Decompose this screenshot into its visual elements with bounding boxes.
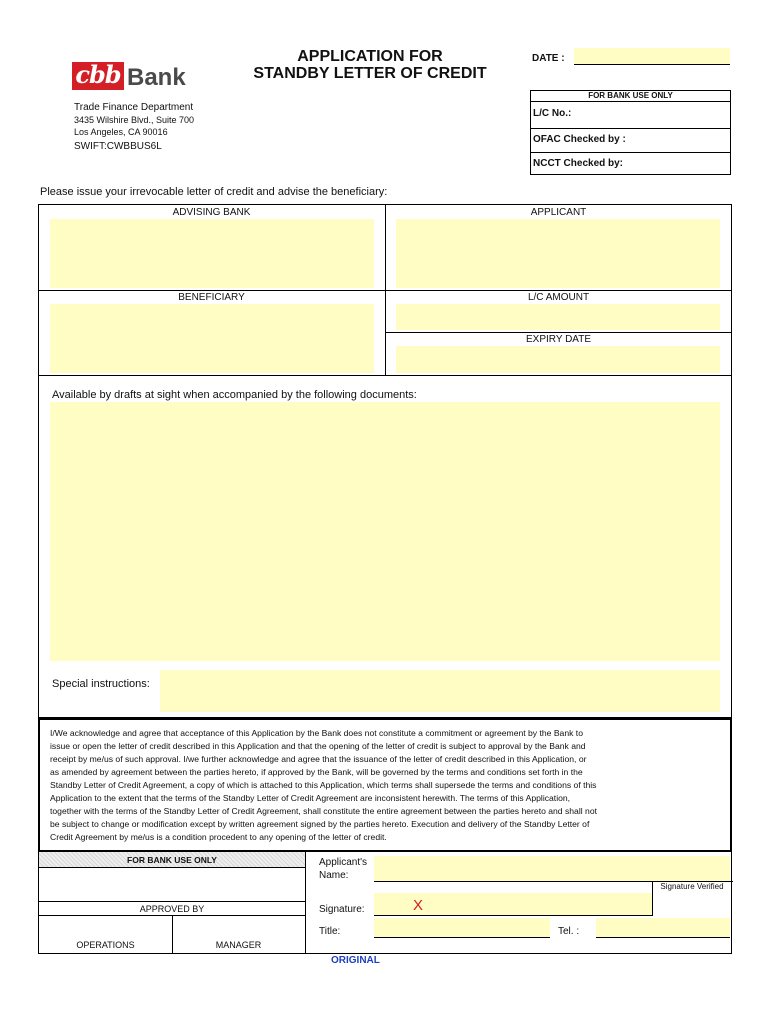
agreement-line: Application to the extent that the terms of the Standby Letter of Credit Agreement are inconsistent herewith. The terms of this Application, xyxy=(50,793,571,803)
bank-use-heading-bottom: FOR BANK USE ONLY xyxy=(39,852,305,868)
date-label: DATE : xyxy=(532,53,565,64)
bank-use-heading: FOR BANK USE ONLY xyxy=(530,90,731,102)
applicant-header: APPLICANT xyxy=(530,207,587,218)
signature-verified-label: Signature Verified xyxy=(660,882,724,891)
tel-label: Tel. : xyxy=(558,926,580,937)
agreement-line: Standby Letter of Credit Agreement, a copy of which is attached to this Application, which terms shall supersede the terms and conditions of this xyxy=(50,780,597,790)
tel-field[interactable] xyxy=(596,918,730,938)
logo-word: Bank xyxy=(127,64,186,91)
divider xyxy=(530,128,731,129)
original-copy-label: ORIGINAL xyxy=(331,955,380,966)
expiry-date-header: EXPIRY DATE xyxy=(525,334,592,345)
form-title-line2: STANDBY LETTER OF CREDIT xyxy=(253,65,487,82)
agreement-line: together with the terms of the Standby Letter of Credit Agreement, shall constitute the entire agreement between the parties hereto and shall not xyxy=(50,806,597,816)
agreement-line: receipt by me/us of such approval. I/we further acknowledge and agree that the issuance of the letter of credit described in this Application, or xyxy=(50,754,587,764)
agreement-text xyxy=(50,727,726,844)
intro-text: Please issue your irrevocable letter of credit and advise the beneficiary: xyxy=(40,186,388,198)
title-label: Title: xyxy=(319,926,341,937)
divider xyxy=(38,290,732,291)
address-line1: 3435 Wilshire Blvd., Suite 700 xyxy=(74,115,195,125)
divider xyxy=(385,332,732,333)
applicant-name-field[interactable] xyxy=(374,856,730,882)
lc-no-label: L/C No.: xyxy=(533,108,572,119)
operations-label: OPERATIONS xyxy=(76,940,135,950)
lc-amount-header: L/C AMOUNT xyxy=(527,292,590,303)
divider xyxy=(305,852,306,954)
form-title-line1: APPLICATION FOR xyxy=(297,48,443,65)
agreement-line: Credit Agreement by me/us is a condition procedent to any opening of the letter of credit. xyxy=(50,832,387,842)
special-instructions-field[interactable] xyxy=(160,670,720,712)
beneficiary-header: BENEFICIARY xyxy=(178,292,245,303)
approved-by-label: APPROVED BY xyxy=(139,904,205,914)
signature-label: Signature: xyxy=(319,904,365,915)
expiry-date-field[interactable] xyxy=(396,346,720,373)
ofac-label: OFAC Checked by : xyxy=(533,134,626,145)
divider xyxy=(39,901,305,902)
advising-bank-field[interactable] xyxy=(50,219,374,288)
date-field[interactable] xyxy=(574,48,730,65)
ncct-label: NCCT Checked by: xyxy=(533,158,624,169)
agreement-line: I/We acknowledge and agree that acceptance of this Application by the Bank does not constitute a commitment or agreement by the Bank to xyxy=(50,728,583,738)
signature-x-mark: X xyxy=(413,897,424,914)
documents-label: Available by drafts at sight when accompanied by the following documents: xyxy=(52,389,417,401)
advising-bank-header: ADVISING BANK xyxy=(172,207,251,218)
special-instructions-label: Special instructions: xyxy=(52,678,150,690)
lc-amount-field[interactable] xyxy=(396,304,720,330)
divider xyxy=(530,152,731,153)
beneficiary-field[interactable] xyxy=(50,304,374,373)
department-name: Trade Finance Department xyxy=(74,102,194,113)
applicant-name-label-line2: Name: xyxy=(319,870,349,881)
title-field[interactable] xyxy=(374,918,550,938)
documents-field[interactable] xyxy=(50,402,720,661)
applicant-name-label-line1: Applicant's xyxy=(319,857,368,868)
logo-mark: cbb xyxy=(72,62,124,90)
divider xyxy=(38,375,732,376)
applicant-field[interactable] xyxy=(396,219,720,288)
agreement-line: be subject to change or modification except by written agreement signed by the parties hereto. Execution and delivery of the Standby Letter of xyxy=(50,819,590,829)
agreement-line: as amended by agreement between the parties hereto, if approved by the Bank, will be governed by the terms and conditions set forth in the xyxy=(50,767,583,777)
address-line2: Los Angeles, CA 90016 xyxy=(74,127,168,137)
swift-code: SWIFT:CWBBUS6L xyxy=(74,141,162,152)
manager-label: MANAGER xyxy=(215,940,262,950)
agreement-line: issue or open the letter of credit described in this Application and that the opening of the letter of credit is subject to approval by the Bank and xyxy=(50,741,586,751)
